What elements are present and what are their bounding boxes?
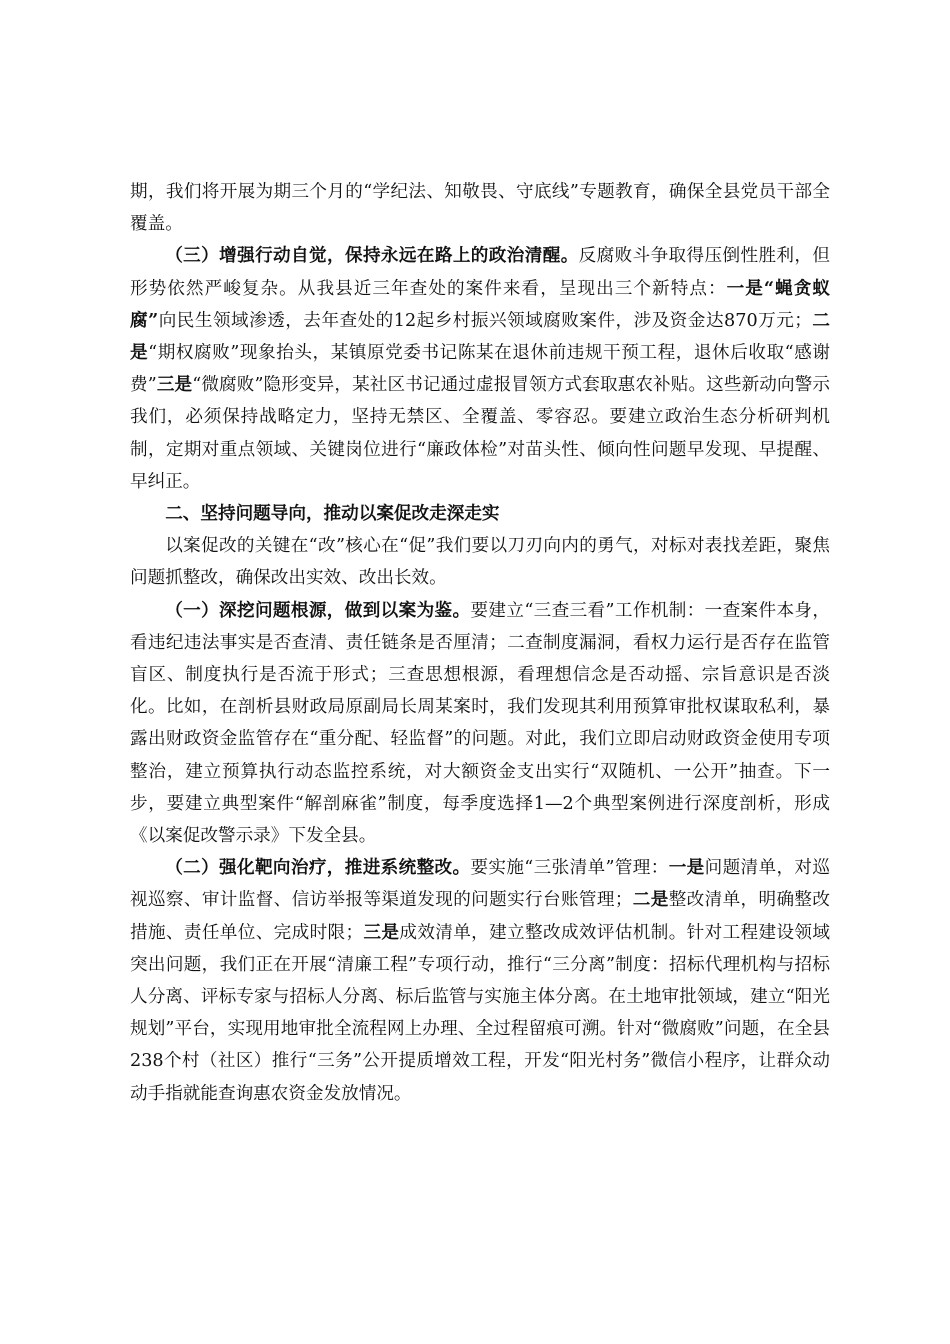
text-run: 成效清单，建立整改成效评估机制。针对工程建设领域突出问题，我们正在开展“清廉工程”专项行动，推行“三分离”制度：招标代理机构与招标人分离、评标专家与招标人分离、标后监管与实施主体分离。在土地审批领域，建立“阳光规划”平台，实现用地审批全流程网上办理、全过程留痕可溯。针对“微腐败”问题，在全县238个村（社区）推行“三务”公开提质增效工程，开发“阳光村务”微信小程序，让群众动动手指就能查询惠农资金发放情况。 — [130, 922, 830, 1104]
emphasis-run: 三是 — [363, 921, 400, 943]
paragraph-continuation — [130, 176, 830, 240]
paragraph-section-one — [130, 595, 830, 853]
chapter-heading-text: 二、坚持问题导向，推动以案促改走深走实 — [165, 503, 500, 525]
text-run: 向民生领域渗透，去年查处的12起乡村振兴领域腐败案件，涉及资金达870万元； — [158, 310, 812, 331]
section-heading-run: （一）深挖问题根源，做到以案为鉴。 — [165, 599, 471, 621]
emphasis-run: 二是 — [130, 309, 830, 364]
text-run: 要建立“三查三看”工作机制：一查案件本身，看违纪违法事实是否查清、责任链条是否厘清；二查制度漏洞，看权力运行是否存在监管盲区、制度执行是否流于形式；三查思想根源，看理想信念是否动摇、宗旨意识是否淡化。比如，在剖析县财政局原副局长周某案时，我们发现其利用预算审批权谋取私利，暴露出财政资金监管存在“重分配、轻监督”的问题。对此，我们立即启动财政资金使用专项整治，建立预算执行动态监控系统，对大额资金支出实行“双随机、一公开”抽查。下一步，要建立典型案件“解剖麻雀”制度，每季度选择1—2个典型案例进行深度剖析，形成《以案促改警示录》下发全县。 — [130, 600, 830, 847]
section-heading-run: （二）强化靶向治疗，推进系统整改。 — [165, 857, 471, 879]
emphasis-run: 一是 — [668, 857, 705, 879]
text-run: 以案促改的关键在“改”核心在“促”我们要以刀刃向内的勇气，对标对表找差距，聚焦问题抓整改，确保改出实效、改出长效。 — [130, 536, 830, 589]
text-run: 问题清单，对巡视巡察、审计监督、信访举报等渠道发现的问题实行台账管理； — [130, 858, 830, 911]
paragraph-section-three — [130, 240, 830, 498]
body-text — [130, 176, 830, 1110]
emphasis-run: 一是“蝇贪蚁腐” — [130, 277, 830, 331]
emphasis-run: 三是 — [156, 374, 193, 396]
text-run: 整改清单，明确整改措施、责任单位、完成时限； — [130, 890, 830, 943]
text-run: 要实施“三张清单”管理： — [470, 858, 669, 879]
paragraph-intro — [130, 530, 830, 594]
text-run: 期，我们将开展为期三个月的“学纪法、知敬畏、守底线”专题教育，确保全县党员干部全覆盖。 — [130, 182, 830, 235]
emphasis-run: 二是 — [632, 889, 669, 911]
text-run: “期权腐败”现象抬头，某镇原党委书记陈某在退休前违规干预工程，退休后收取“感谢费” — [130, 343, 830, 396]
chapter-heading — [130, 498, 830, 530]
text-run: “微腐败”隐形变异，某社区书记通过虚报冒领方式套取惠农补贴。这些新动向警示我们，必须保持战略定力，坚持无禁区、全覆盖、零容忍。要建立政治生态分析研判机制，定期对重点领域、关键岗位进行“廉政体检”对苗头性、倾向性问题早发现、早提醒、早纠正。 — [130, 375, 830, 492]
text-run: 反腐败斗争取得压倒性胜利，但形势依然严峻复杂。从我县近三年查处的案件来看，呈现出三个新特点： — [130, 246, 830, 299]
section-heading-run: （三）增强行动自觉，保持永远在路上的政治清醒。 — [165, 245, 579, 267]
paragraph-section-two — [130, 852, 830, 1110]
